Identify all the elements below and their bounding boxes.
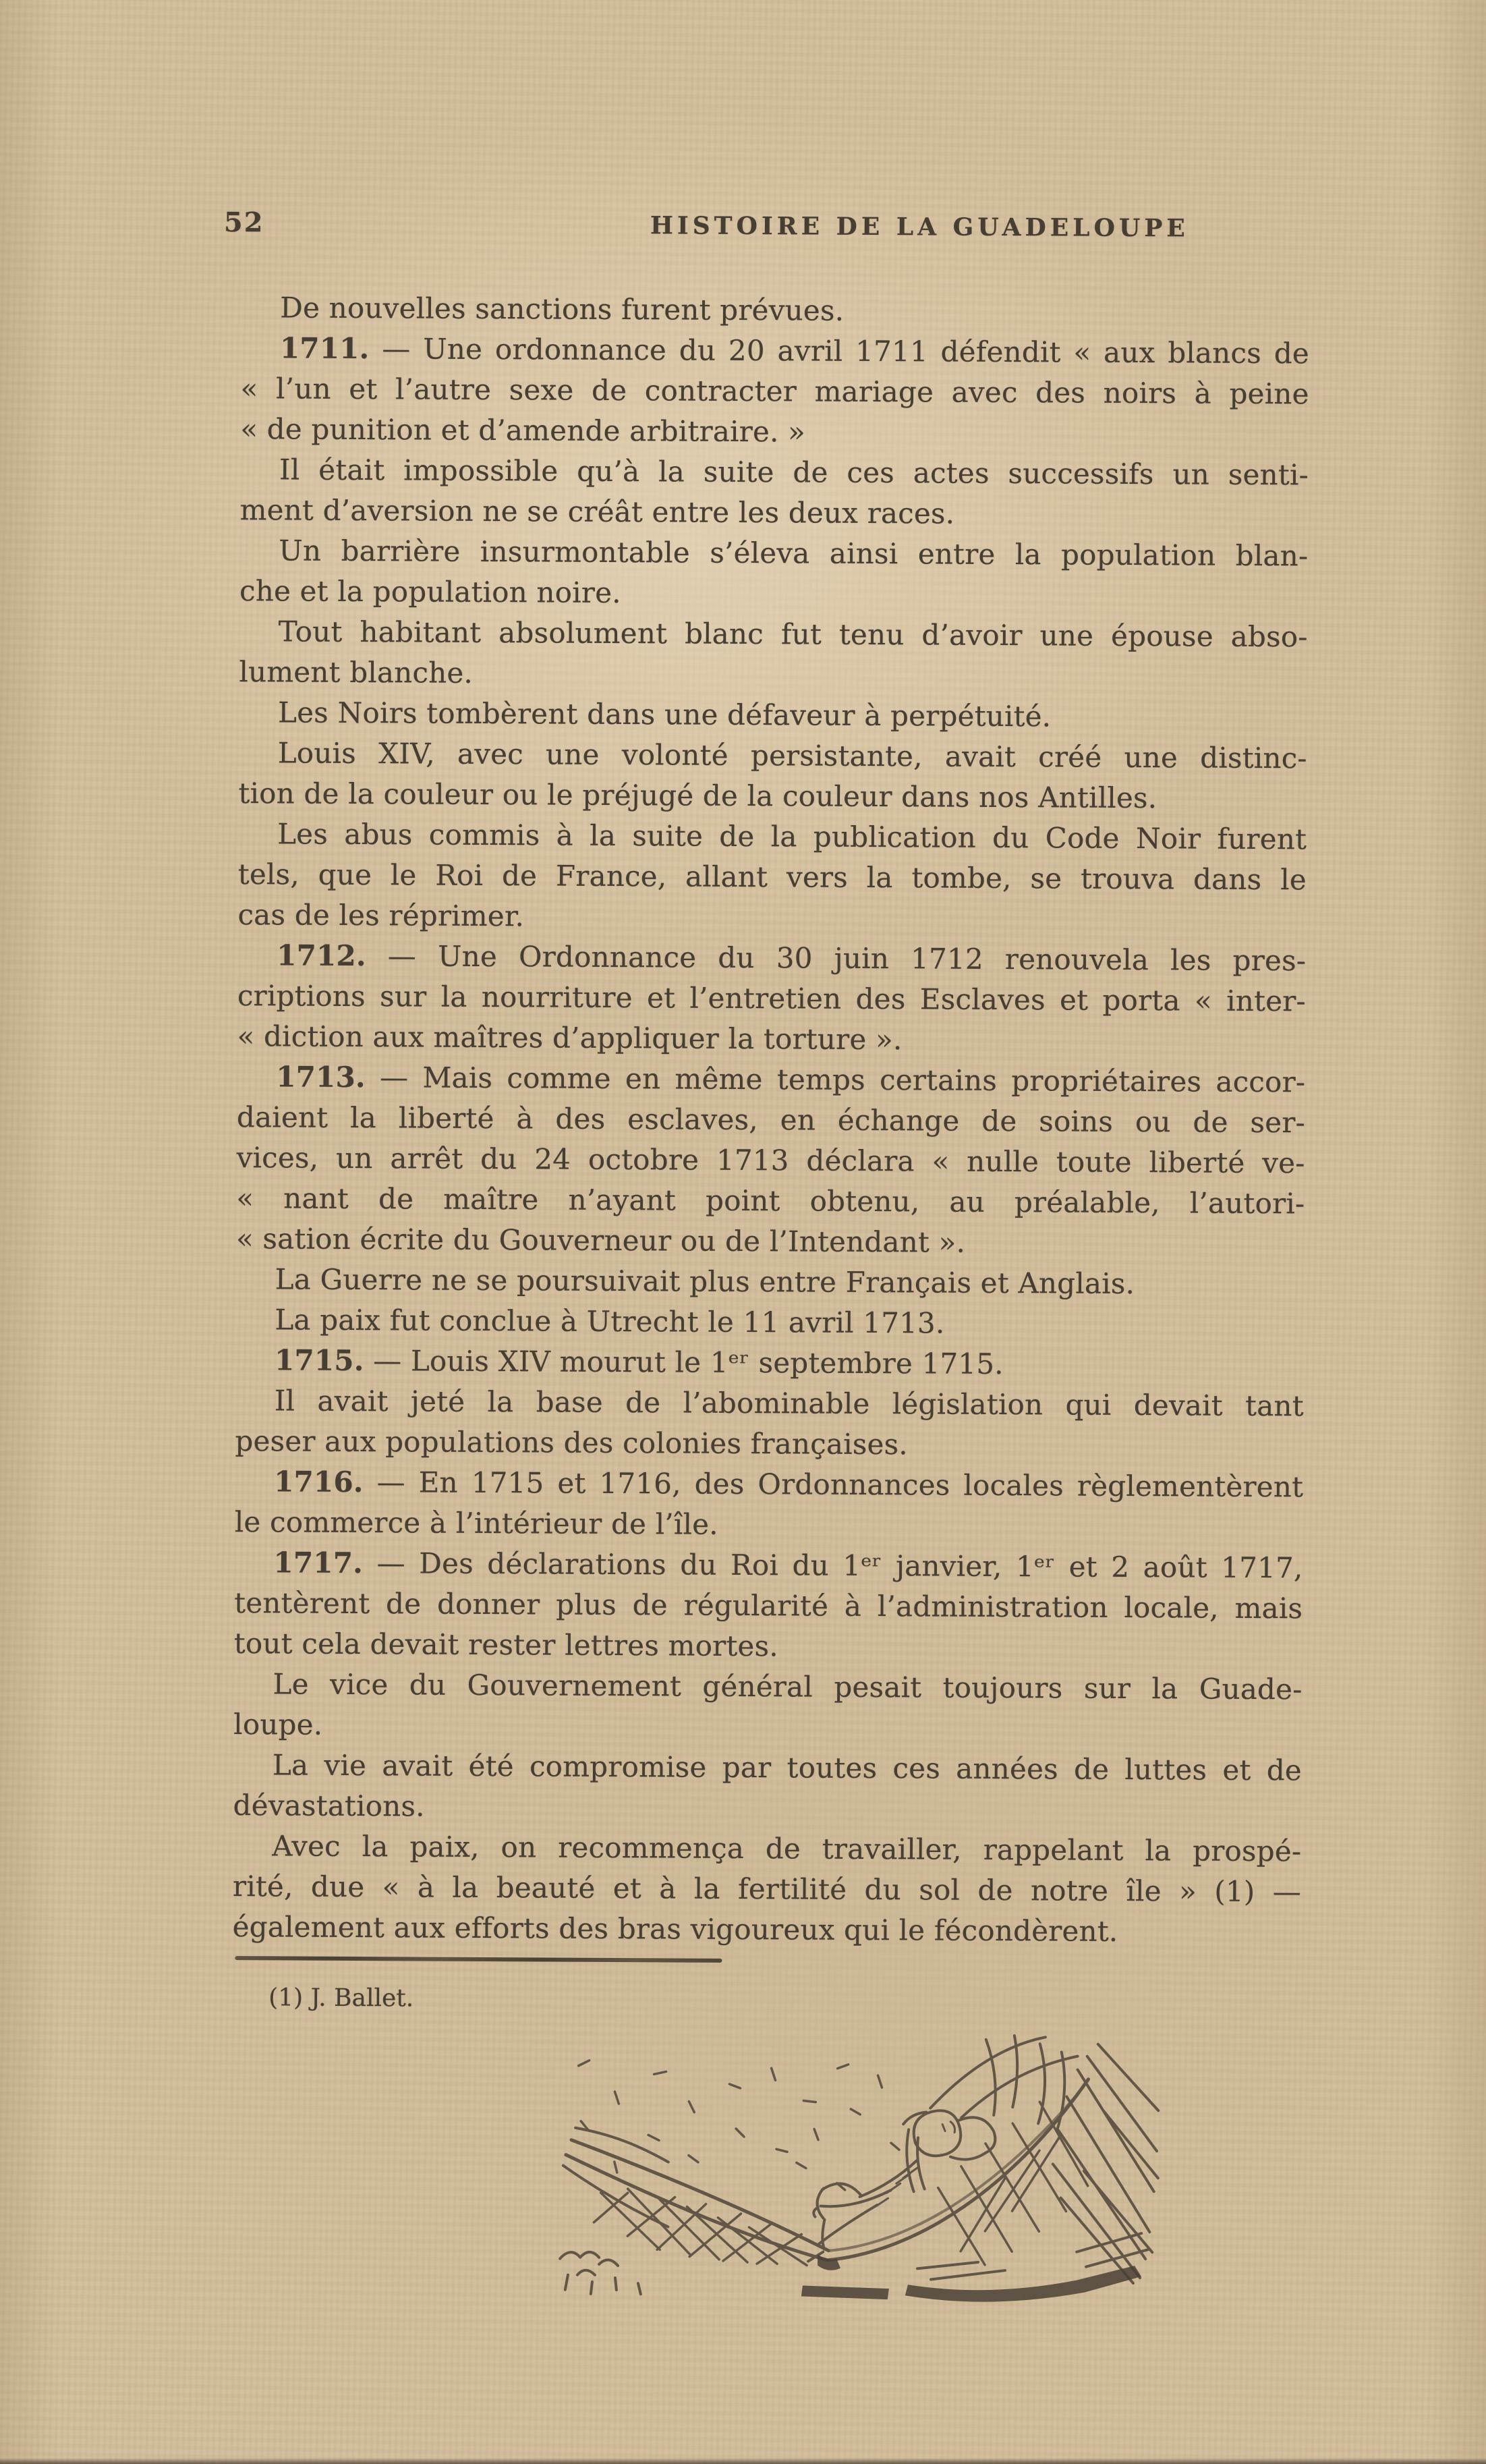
text-line [237,976,1306,1021]
line-text: — Une Ordonnance du 30 juin 1712 renouvela les pres- [366,939,1307,978]
text-line [236,1219,1305,1264]
text-line [237,895,1306,941]
line-text: cas de les réprimer. [237,898,525,933]
line-text: che et la population noire. [239,574,621,610]
scan-bottom-edge [0,2458,1486,2464]
line-text: dévastations. [233,1789,425,1823]
line-text: — Des déclarations du Roi du 1ᵉʳ janvier, 1ᵉʳ et 2 août 1717, [362,1546,1303,1585]
text-line [235,1461,1303,1507]
text-line [240,449,1309,495]
line-text: Le vice du Gouvernement général pesait toujours sur la Guade- [273,1667,1303,1706]
year-label: 1712. [277,939,366,973]
line-text: criptions sur la nourriture et l’entretien des Esclaves et porta « inter- [237,979,1307,1018]
text-line [235,1340,1304,1386]
footnote-divider [235,1956,722,1963]
text-line [233,1745,1302,1791]
text-line [236,1138,1305,1183]
text-line [234,1623,1303,1669]
text-line [236,1178,1305,1224]
text-line [240,409,1309,455]
text-line [237,1057,1305,1102]
line-text: « de punition et d’amende arbitraire. » [240,412,806,449]
text-line [238,814,1307,860]
line-text: daient la liberté à des esclaves, en échange de soins ou de ser- [236,1100,1306,1140]
text-line [239,652,1307,698]
line-text: Avec la paix, on recommença de travailler, rappelant la prospé- [272,1829,1302,1868]
hammock-engraving [513,2026,1162,2306]
text-line [238,854,1307,900]
text-line [235,1299,1304,1345]
line-text: également aux efforts des bras vigoureux qui le fécondèrent. [232,1910,1118,1948]
text-line [234,1542,1303,1588]
line-text: tion de la couleur ou le préjugé de la couleur dans nos Antilles. [238,777,1158,815]
text-line [239,733,1307,779]
line-text: vices, un arrêt du 24 octobre 1713 déclara « nulle toute liberté ve- [236,1141,1305,1180]
text-line [235,1380,1304,1426]
text-line [237,1097,1305,1143]
line-text: « l’un et l’autre sexe de contracter mariage avec des noirs à peine [240,372,1309,411]
line-text: tels, que le Roi de France, allant vers la tombe, se trouva dans le [237,858,1307,897]
line-text: loupe. [233,1708,323,1741]
line-text: tentèrent de donner plus de régularité à l’administration locale, mais [234,1586,1303,1625]
year-label: 1716. [274,1465,364,1499]
line-text: Louis XIV, avec une volonté persistante, avait créé une distinc- [277,736,1307,775]
line-text: Tout habitant absolument blanc fut tenu d’avoir une épouse abso- [278,615,1308,654]
running-header: HISTOIRE DE LA GUADELOUPE [650,211,1189,243]
line-text: Un barrière insurmontable s’éleva ainsi entre la population blan- [279,534,1309,573]
text-line [235,1502,1303,1548]
line-text: « diction aux maîtres d’appliquer la torture ». [237,1019,903,1057]
line-text: De nouvelles sanctions furent prévues. [280,291,845,327]
line-text: lument blanche. [239,655,474,690]
line-text: ment d’aversion ne se créât entre les deux races. [239,493,955,530]
hammock-illustration-svg [513,2026,1162,2306]
line-text: La Guerre ne se poursuivait plus entre Français et Anglais. [275,1262,1135,1301]
line-text: Il avait jeté la base de l’abominable législation qui devait tant [274,1384,1304,1423]
body-text [233,287,1310,1953]
text-line [241,328,1309,374]
text-line [233,1664,1302,1710]
text-line [237,1016,1305,1062]
text-line [233,1866,1301,1912]
text-line [239,692,1307,738]
line-text: « sation écrite du Gouverneur ou de l’Intendant ». [235,1222,966,1259]
text-line [239,530,1308,576]
line-text: — Mais comme en même temps certains propriétaires accor- [365,1061,1306,1099]
text-line [234,1583,1303,1629]
line-text: — Louis XIV mourut le 1ᵉʳ septembre 1715. [364,1344,1004,1381]
line-text: La vie avait été compromise par toutes ces années de luttes et de [272,1748,1303,1787]
year-label: 1717. [273,1546,364,1580]
line-text: La paix fut conclue à Utrecht le 11 avril 1713. [275,1303,945,1340]
text-line [238,773,1307,819]
year-label: 1713. [276,1060,366,1094]
text-line [241,287,1309,333]
line-text: peser aux populations des colonies françaises. [235,1424,909,1461]
line-text: Il était impossible qu’à la suite de ces actes successifs un senti- [279,453,1309,492]
line-text: le commerce à l’intérieur de l’île. [234,1505,718,1541]
line-text: — Une ordonnance du 20 avril 1711 défendit « aux blancs de [369,332,1310,370]
text-line [239,571,1308,617]
line-text: rité, due « à la beauté et à la fertilité du sol de notre île » (1) — [232,1870,1302,1909]
text-line [239,611,1308,657]
text-line [240,490,1309,536]
year-label: 1711. [279,331,370,366]
line-text: Les abus commis à la suite de la publication du Code Noir furent [277,817,1307,856]
footnote: (1) J. Ballet. [268,1984,414,2013]
text-line [236,1259,1305,1305]
text-line [235,1421,1303,1467]
text-line [233,1704,1302,1750]
page-number: 52 [223,206,264,239]
line-text: Les Noirs tombèrent dans une défaveur à perpétuité. [277,696,1052,733]
line-text: — En 1715 et 1716, des Ordonnances locales règlementèrent [363,1465,1304,1504]
year-label: 1715. [274,1343,364,1378]
line-text: tout cela devait rester lettres mortes. [233,1627,778,1663]
text-line [233,1826,1301,1872]
text-line [240,368,1309,414]
text-line [237,935,1306,981]
line-text: « nant de maître n’ayant point obtenu, au préalable, l’autori- [236,1181,1305,1221]
text-line [233,1907,1301,1953]
text-line [233,1785,1301,1831]
